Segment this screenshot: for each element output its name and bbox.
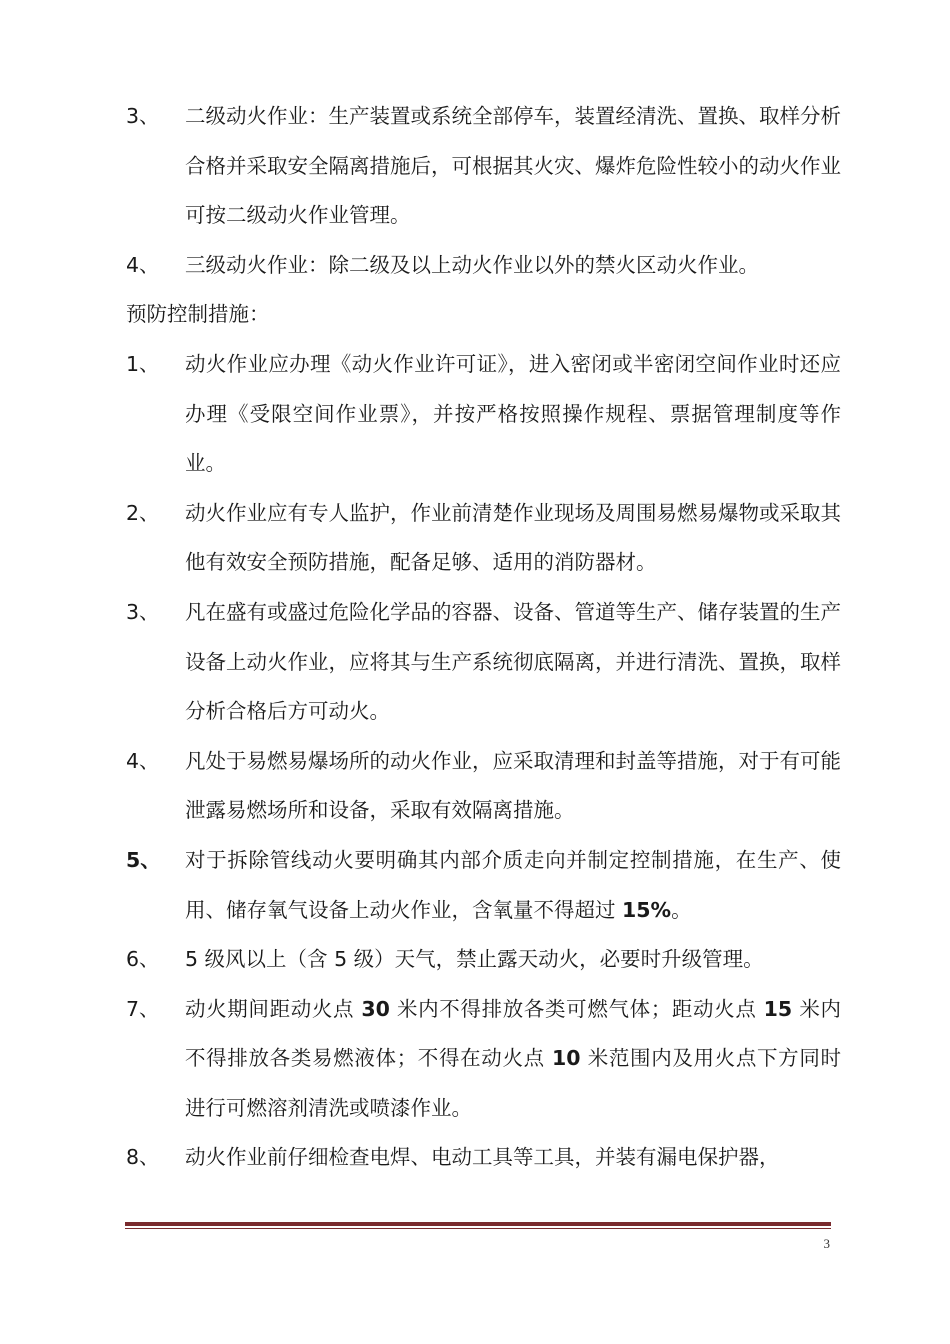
page-number: 3 (823, 1236, 830, 1251)
text-segment: 米范围内及用火点下方同时进行可燃溶剂清洗或喷漆作业。 (185, 1046, 842, 1120)
item-number: 8、 (126, 1145, 160, 1170)
item-number: 4、 (126, 252, 160, 277)
item-text (185, 836, 841, 935)
list-item (126, 935, 841, 985)
text-segment: 米内不得排放各类可燃气体；距动火点 (389, 996, 764, 1021)
item-number: 5、 (126, 847, 161, 872)
item-text: 凡在盛有或盛过危险化学品的容器、设备、管道等生产、储存装置的生产设备上动火作业，应将其与生产系统彻底隔离，并进行清洗、置换，取样分析合格后方可动火。 (185, 599, 841, 724)
section-heading: 预防控制措施： (126, 302, 270, 327)
oxygen-limit: 15% (622, 897, 672, 922)
list-item (126, 588, 841, 737)
item-number: 6、 (126, 947, 160, 972)
item-text: 二级动火作业：生产装置或系统全部停车，装置经清洗、置换、取样分析合格并采取安全隔离措施后，可根据其火灾、爆炸危险性较小的动火作业可按二级动火作业管理。 (185, 104, 841, 228)
list-item (126, 985, 841, 1134)
item-text: 三级动火作业：除二级及以上动火作业以外的禁火区动火作业。 (185, 252, 759, 277)
item-number: 2、 (126, 500, 160, 525)
list-item (126, 836, 841, 935)
item-text: 动火作业前仔细检查电焊、电动工具等工具，并装有漏电保护器， (185, 1145, 780, 1170)
item-number: 3、 (126, 104, 160, 128)
distance-value: 15 (763, 996, 793, 1021)
list-item (126, 92, 841, 241)
item-text (185, 985, 841, 1134)
distance-value: 30 (361, 996, 390, 1021)
text-segment: 。 (671, 897, 692, 922)
text-segment: 米内不得排放各类易燃液体；不得在动火点 (185, 996, 841, 1071)
list-item (126, 1133, 841, 1183)
item-text: 凡处于易燃易爆场所的动火作业，应采取清理和封盖等措施，对于有可能泄露易燃场所和设备，采取有效隔离措施。 (185, 748, 841, 823)
footer-rule-thick (125, 1222, 831, 1226)
item-text: 5 级风以上（含 5 级）天气，禁止露天动火，必要时升级管理。 (185, 947, 764, 972)
item-number: 4、 (126, 748, 160, 773)
item-text: 动火作业应办理《动火作业许可证》，进入密闭或半密闭空间作业时还应办理《受限空间作业票》，并按严格按照操作规程、票据管理制度等作业。 (185, 351, 841, 476)
distance-value: 10 (551, 1046, 581, 1071)
item-number: 1、 (126, 351, 160, 376)
text-segment: 动火期间距动火点 (185, 996, 362, 1021)
item-number: 3、 (126, 599, 160, 624)
page-body (126, 92, 841, 1183)
item-number: 7、 (126, 996, 160, 1021)
list-item (126, 737, 841, 836)
list-item (126, 241, 841, 291)
footer-rule-thin (125, 1228, 831, 1229)
list-item (126, 340, 841, 489)
list-item (126, 489, 841, 588)
item-text: 动火作业应有专人监护，作业前清楚作业现场及周围易燃易爆物或采取其他有效安全预防措施，配备足够、适用的消防器材。 (185, 500, 841, 575)
text-segment: 对于拆除管线动火要明确其内部介质走向并制定控制措施，在生产、使用、储存氧气设备上动火作业，含氧量不得超过 (185, 847, 841, 922)
